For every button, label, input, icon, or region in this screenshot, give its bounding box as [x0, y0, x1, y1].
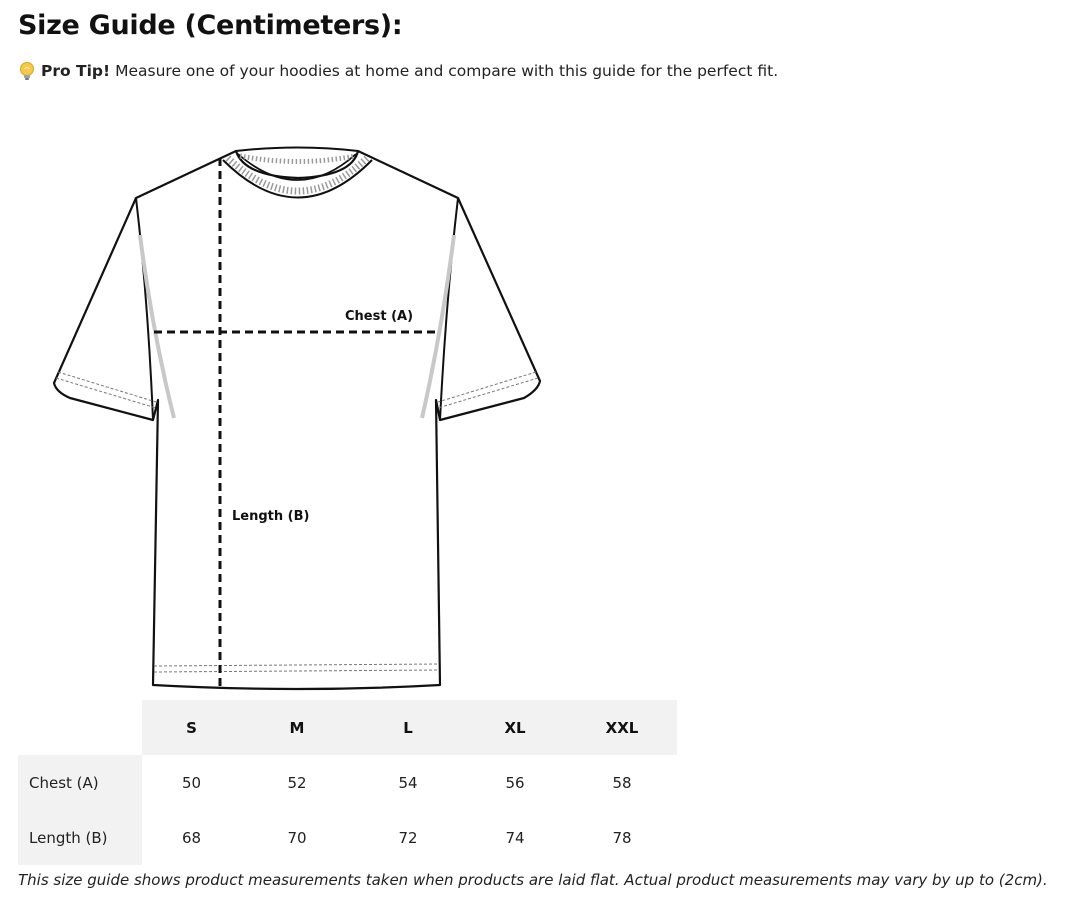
table-cell: 52: [287, 773, 307, 792]
pro-tip-text: Measure one of your hoodies at home and compare with this guide for the perfect fit.: [115, 62, 779, 80]
table-row: [18, 755, 677, 810]
tshirt-illustration: [40, 140, 560, 700]
chest-label: Chest (A): [345, 309, 414, 324]
column-header-xxl: XXL: [567, 700, 677, 755]
page-title: Size Guide (Centimeters):: [18, 10, 403, 41]
size-header-row: [18, 700, 677, 755]
table-cell: 74: [505, 828, 525, 847]
pro-tip: [18, 61, 778, 81]
table-row: [18, 810, 677, 865]
table-cell: 72: [398, 828, 418, 847]
column-header-m: M: [241, 700, 353, 755]
column-header-l: L: [353, 700, 463, 755]
size-guide-footnote: This size guide shows product measurements taken when products are laid flat. Actual product measurements may vary by up to (2cm).: [18, 871, 1048, 889]
table-cell: 78: [612, 828, 632, 847]
tshirt-outline: [54, 151, 540, 689]
row-label-chest: Chest (A): [18, 755, 142, 810]
size-table: [18, 700, 677, 865]
lightbulb-icon: [18, 61, 36, 81]
column-header-xl: XL: [463, 700, 567, 755]
pro-tip-label: Pro Tip!: [41, 62, 111, 80]
table-cell: 68: [181, 828, 202, 847]
length-label: Length (B): [232, 509, 310, 524]
table-cell: 54: [398, 773, 418, 792]
table-cell: 56: [505, 773, 525, 792]
table-cell: 58: [612, 773, 632, 792]
table-cell: 70: [287, 828, 307, 847]
row-label-length: Length (B): [18, 810, 142, 865]
tshirt-diagram: [40, 140, 560, 700]
table-corner: [18, 700, 142, 755]
table-cell: 50: [181, 773, 202, 792]
column-header-s: S: [142, 700, 241, 755]
